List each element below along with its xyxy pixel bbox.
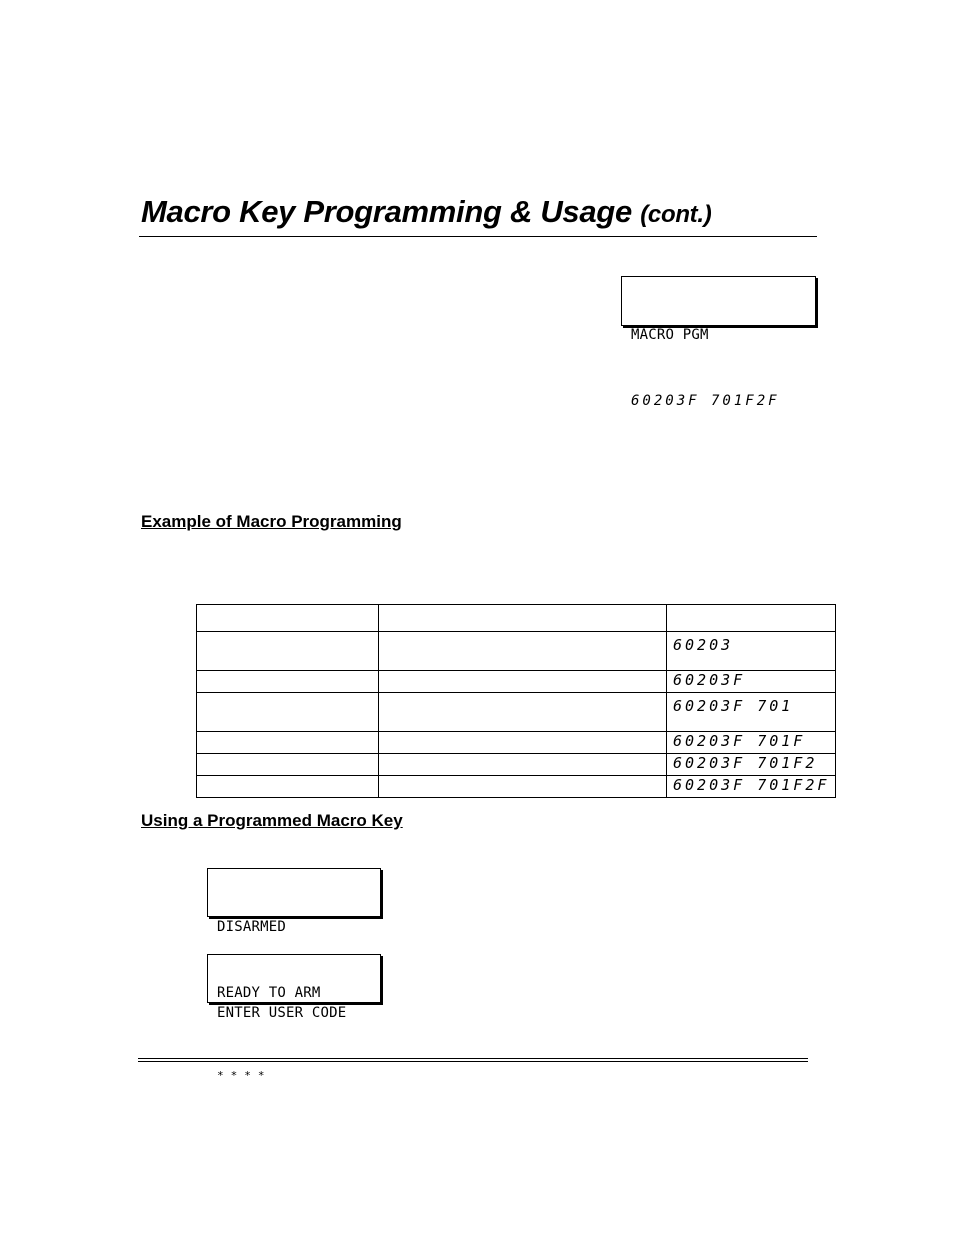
title-rule (139, 236, 817, 237)
lcd-display-enter-user-code (207, 954, 381, 1082)
table-cell (197, 632, 379, 671)
section-heading-using: Using a Programmed Macro Key (141, 811, 403, 830)
table-row (197, 671, 836, 693)
lcd-line-1: MACRO PGM (631, 327, 709, 343)
page-title (141, 194, 711, 230)
title-suffix: (cont.) (640, 201, 712, 228)
table-row (197, 632, 836, 671)
lcd-line-1: ENTER USER CODE (217, 1005, 347, 1021)
table-cell (197, 605, 379, 632)
lcd-line-2: * * * * (217, 1069, 265, 1082)
table-cell: 60203 (667, 632, 836, 671)
table-row (197, 693, 836, 732)
table-cell (197, 754, 379, 776)
table-cell (379, 776, 667, 798)
lcd-display-macro-pgm (621, 276, 816, 409)
table-cell (667, 605, 836, 632)
title-main: Macro Key Programming & Usage (141, 194, 632, 229)
table-cell (379, 693, 667, 732)
table-cell (197, 671, 379, 693)
table-cell (379, 732, 667, 754)
table-cell: 60203F 701F2 (667, 754, 836, 776)
lcd-line-1: DISARMED (217, 919, 287, 935)
table-cell (379, 605, 667, 632)
macro-example-table (196, 604, 836, 798)
table-cell: 60203F (667, 671, 836, 693)
table-cell: 60203F 701 (667, 693, 836, 732)
table-cell: 60203F 701F2F (667, 776, 836, 798)
table-cell (197, 693, 379, 732)
table-cell (197, 732, 379, 754)
table-row (197, 776, 836, 798)
table-cell: 60203F 701F (667, 732, 836, 754)
lcd-line-2: READY TO ARM (217, 985, 321, 1001)
lcd-display-disarmed (207, 868, 381, 1001)
section-heading-example: Example of Macro Programming (141, 512, 402, 531)
table-cell (379, 632, 667, 671)
table-row (197, 754, 836, 776)
lcd-line-2: 60203F 701F2F (631, 393, 780, 409)
table-row (197, 605, 836, 632)
table-cell (379, 754, 667, 776)
table-row (197, 732, 836, 754)
table-cell (379, 671, 667, 693)
footer-rule (138, 1058, 808, 1059)
footer-rule (138, 1061, 808, 1062)
table-cell (197, 776, 379, 798)
